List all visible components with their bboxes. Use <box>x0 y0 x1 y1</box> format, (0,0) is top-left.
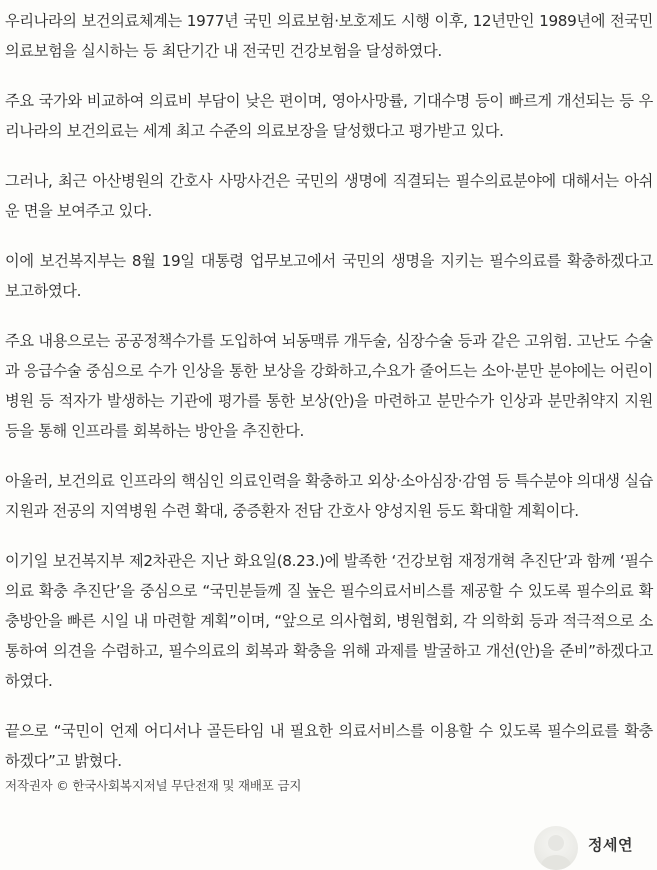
author-photo-icon <box>534 826 578 870</box>
paragraph: 주요 국가와 비교하여 의료비 부담이 낮은 편이며, 영아사망률, 기대수명 등이 빠르게 개선되는 등 우리나라의 보건의료는 세계 최고 수준의 의료보장을 달성했다고 평가받고 있다. <box>5 92 653 140</box>
paragraph: 끝으로 “국민이 언제 어디서나 골든타임 내 필요한 의료서비스를 이용할 수 있도록 필수의료를 확충하겠다”고 밝혔다. <box>5 722 653 770</box>
paragraph: 이에 보건복지부는 8월 19일 대통령 업무보고에서 국민의 생명을 지키는 필수의료를 확충하겠다고 보고하였다. <box>5 252 653 300</box>
paragraph: 아울러, 보건의료 인프라의 핵심인 의료인력을 확충하고 외상·소아심장·감염 등 특수분야 의대생 실습지원과 전공의 지역병원 수련 확대, 중증환자 전담 간호사 양성지원 등도 확대할 계획이다. <box>5 472 653 520</box>
paragraph: 우리나라의 보건의료체계는 1977년 국민 의료보험·보호제도 시행 이후, 12년만인 1989년에 전국민 의료보험을 실시하는 등 최단기간 내 전국민 건강보험을 달성하였다. <box>5 12 653 60</box>
author-name[interactable]: 정세연 <box>588 836 633 854</box>
author-byline[interactable] <box>528 822 653 870</box>
copyright-notice: 저작권자 © 한국사회복지저널 무단전재 및 재배포 금지 <box>5 778 302 793</box>
article-body <box>5 6 653 776</box>
paragraph: 그러나, 최근 아산병원의 간호사 사망사건은 국민의 생명에 직결되는 필수의료분야에 대해서는 아쉬운 면을 보여주고 있다. <box>5 172 653 220</box>
paragraph: 이기일 보건복지부 제2차관은 지난 화요일(8.23.)에 발족한 ‘건강보험 재정개혁 추진단’과 함께 ‘필수의료 확충 추진단’을 중심으로 “국민분들께 질 높은 필수의료서비스를 제공할 수 있도록 필수의료 확충방안을 빠른 시일 내 마련할 계획”이며, “앞으로 의사협회, 병원협회, 각 의학회 등과 적극적으로 소통하여 의견을 수렴하고, 필수의료의 회복과 확충을 위해 과제를 발굴하고 개선(안)을 준비”하겠다고 하였다. <box>5 552 653 690</box>
paragraph: 주요 내용으로는 공공정책수가를 도입하여 뇌동맥류 개두술, 심장수술 등과 같은 고위험. 고난도 수술과 응급수술 중심으로 수가 인상을 통한 보상을 강화하고,수요가 줄어드는 소아·분만 분야에는 어린이병원 등 적자가 발생하는 기관에 평가를 통한 보상(안)을 마련하고 분만수가 인상과 분만취약지 지원 등을 통해 인프라를 회복하는 방안을 추진한다. <box>5 332 653 440</box>
